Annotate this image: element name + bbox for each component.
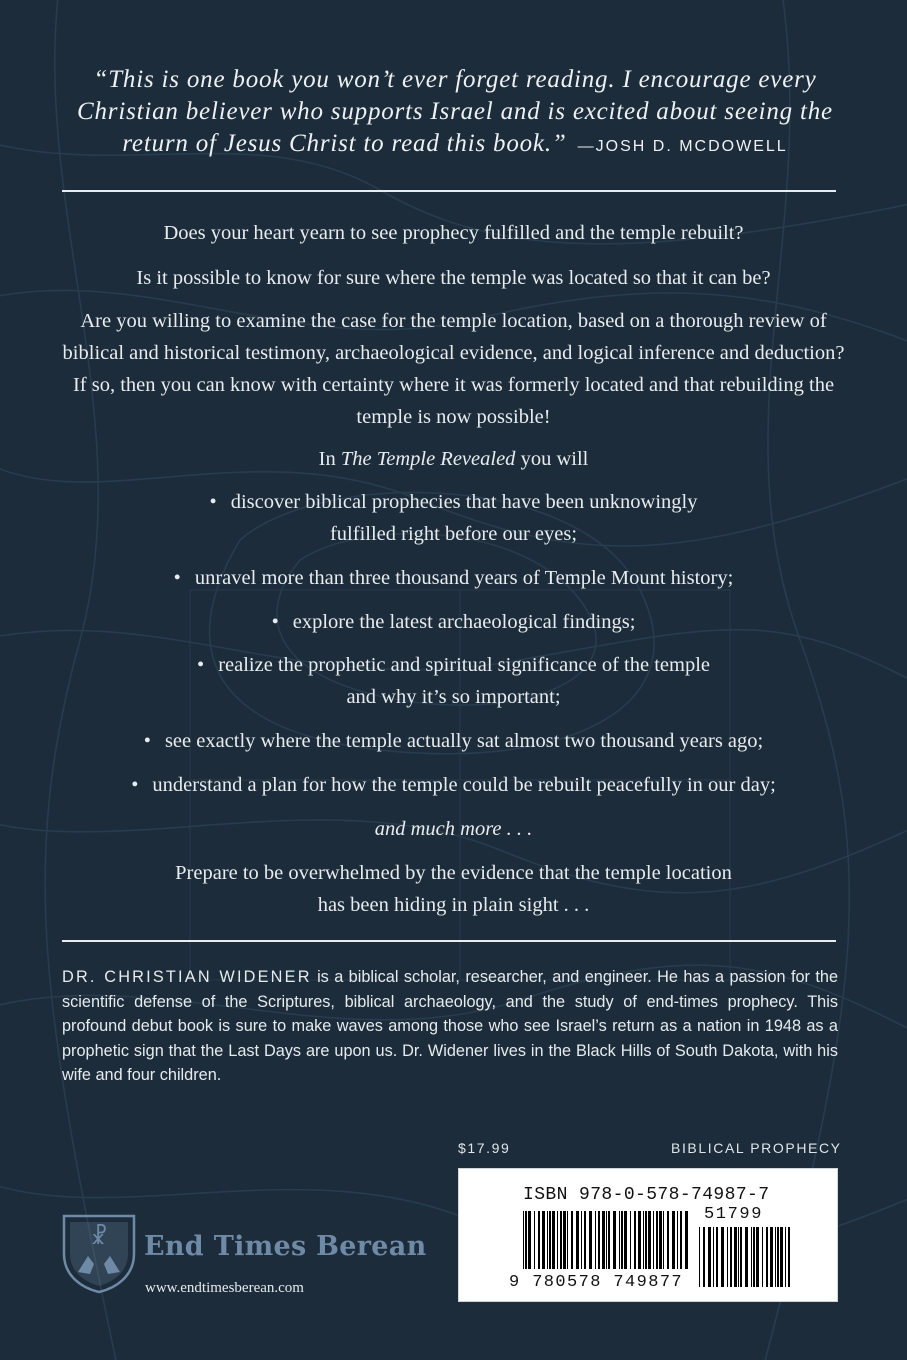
- book-title: The Temple Revealed: [340, 448, 516, 470]
- price: $17.99: [458, 1140, 511, 1156]
- author-name: DR. CHRISTIAN WIDENER: [62, 968, 312, 986]
- intro-suffix: you will: [515, 448, 589, 470]
- svg-text:☧: ☧: [90, 1225, 108, 1250]
- isbn-number: ISBN 978-0-578-74987-7: [523, 1185, 770, 1205]
- question-1: Does your heart yearn to see prophecy fulfilled and the temple rebuilt?: [163, 222, 744, 244]
- author-bio-text: is a biblical scholar, researcher, and engineer. He has a passion for the scientific defense of the Scriptures, biblical archaeology, and the study of end-times prophecy. This profound debut book is sure to make waves among those who see Israel’s return as a nation in 1948 as a prophetic sign that the Last Days are upon us. Dr. Widener lives in the Black Hills of South Dakota, with his wife and four children.: [62, 968, 838, 1084]
- bottom-divider: [62, 940, 836, 942]
- bullet-item: • explore the latest archaeological findings;: [55, 606, 852, 638]
- bullet-item: • understand a plan for how the temple could be rebuilt peacefully in our day;: [55, 769, 852, 801]
- endorsement-quote: [60, 64, 850, 163]
- bullet-item: • see exactly where the temple actually sat almost two thousand years ago;: [55, 725, 852, 757]
- intro-prefix: In: [318, 448, 341, 470]
- closing-statement: Prepare to be overwhelmed by the evidence that the temple location has been hiding in plain sight . . .: [175, 862, 732, 916]
- question-3: Are you willing to examine the case for the temple location, based on a thorough review of biblical and historical testimony, archaeological evidence, and logical inference and deduction? If so, then you can know with certainty where it was formerly located and that rebuilding the temple is now possible!: [62, 310, 845, 428]
- bullet-item: • unravel more than three thousand years of Temple Mount history;: [55, 562, 852, 594]
- publisher-website: www.endtimesberean.com: [145, 1280, 304, 1296]
- barcode: [458, 1168, 838, 1302]
- category-label: BIBLICAL PROPHECY: [671, 1140, 842, 1156]
- price-code: 51799: [704, 1205, 764, 1224]
- bullet-item: • discover biblical prophecies that have been unknowingly fulfilled right before our eyes;: [55, 486, 852, 550]
- bullet-item: • realize the prophetic and spiritual significance of the temple and why it’s so important;: [55, 649, 852, 713]
- and-much-more: and much more . . .: [374, 818, 533, 840]
- author-bio: [62, 965, 838, 1088]
- ean-number: 9 780578 749877: [509, 1273, 684, 1292]
- question-2: Is it possible to know for sure where the temple was located so that it can be?: [136, 267, 771, 289]
- intro-line: [55, 443, 852, 475]
- quote-attribution: —JOSH D. MCDOWELL: [577, 138, 788, 155]
- top-divider: [62, 190, 836, 192]
- shield-logo-icon: [60, 1212, 138, 1294]
- quote-text: “This is one book you won’t ever forget reading. I encourage every Christian believer who supports Israel and is excited about seeing the return of Jesus Christ to read this book.”: [77, 66, 833, 157]
- publisher-name: End Times Berean: [144, 1231, 427, 1262]
